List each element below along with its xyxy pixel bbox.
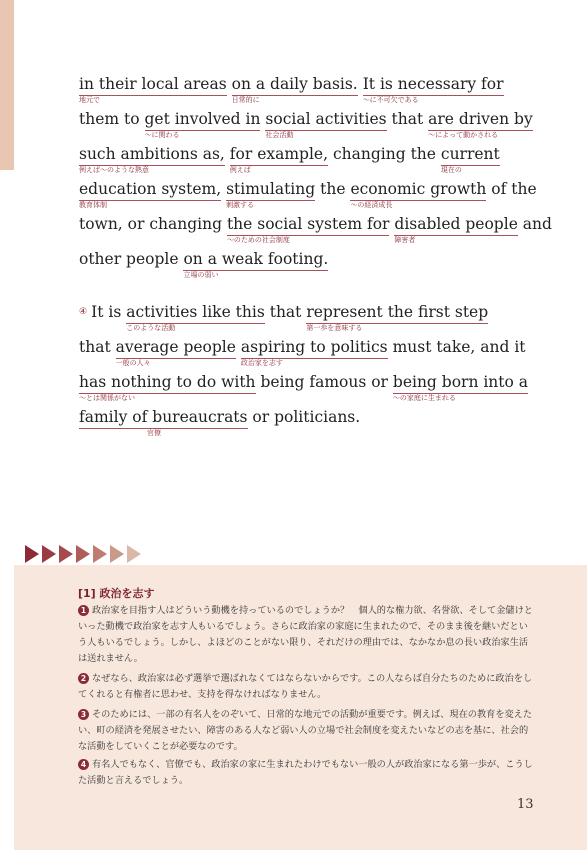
gloss: 日常的に: [231, 96, 260, 104]
text-line-6: other people on a weak footing. 立場の弱い: [79, 250, 329, 279]
gloss: 政治家を志す: [240, 359, 283, 367]
phrase-stimulating: stimulating 刺激する: [226, 180, 316, 209]
phrase-average-people: average people 一般の人々: [115, 338, 236, 367]
chevron-icon: [59, 545, 73, 563]
chevron-icon: [76, 545, 90, 563]
text-line-8: that average people 一般の人々 aspiring to politics 政治家を志す must take, and it: [79, 338, 526, 367]
phrase-driven-by: are driven by ～によって動かされる: [428, 110, 533, 139]
phrase-current: current 現在の: [440, 145, 500, 174]
gloss: 第一歩を意味する: [306, 324, 363, 332]
gloss: ～に関わる: [144, 131, 180, 139]
paragraph-number: ④: [79, 307, 88, 317]
text-line-7: ④ It is activities like this このような活動 that represent the first step 第一歩を意味する: [79, 303, 489, 332]
chevron-icon: [127, 545, 141, 563]
gloss: 官僚: [147, 429, 161, 437]
gloss: 一般の人々: [115, 359, 151, 367]
gloss: 社会活動: [265, 131, 294, 139]
gloss: ～とは関係がない: [79, 394, 135, 402]
explanation-paragraph-1: 1 政治家を目指す人はどういう動機を持っているのでしょうか？ 個人的な権力欲、名誉欲、そして金儲けといった動機で政治家を志す人もいるでしょう。さらに政治家の家庭に生まれたので、そのまま後を継いだという人もいるでしょう。しかし、よほどのことがない限り、それだけの理由では、なかなか息の長い政治家生活は送れません。: [78, 605, 533, 664]
chevron-icon: [110, 545, 124, 563]
gloss: 障害者: [394, 236, 416, 244]
phrase-activities-like-this: activities like this このような活動: [126, 303, 265, 332]
gloss: 教育体制: [79, 201, 107, 209]
phrase-bureaucrats: family of bureaucrats 官僚: [79, 408, 248, 437]
chevron-decoration: [25, 545, 144, 567]
text-line-5: town, or changing the social system for ～のための社会制度 disabled people 障害者 and: [79, 215, 552, 244]
phrase-local-areas: in their local areas 地元で: [79, 75, 227, 104]
page-number: 13: [517, 797, 534, 812]
text-line-9: has nothing to do with ～とは関係がない being famous or being born into a ～の家庭に生まれる: [79, 373, 529, 402]
phrase-economic-growth: economic growth ～の経済成長: [350, 180, 487, 209]
gloss: ～のための社会制度: [226, 236, 290, 244]
phrase-aspiring-politics: aspiring to politics 政治家を志す: [240, 338, 388, 367]
number-badge: 3: [78, 709, 89, 720]
phrase-disabled-people: disabled people 障害者: [394, 215, 518, 244]
gloss: ～によって動かされる: [428, 131, 499, 139]
explanation-paragraph-4: 4 有名人でもなく、官僚でも、政治家の家に生まれたわけでもない一般の人が政治家になる第一歩が、こうした活動と言えるでしょう。: [78, 759, 533, 786]
gloss: 現在の: [440, 166, 462, 174]
phrase-nothing-to-do: has nothing to do with ～とは関係がない: [79, 373, 256, 402]
number-badge: 2: [78, 673, 89, 684]
chevron-icon: [93, 545, 107, 563]
text-line-1: [79, 74, 504, 104]
phrase-born-into: being born into a ～の家庭に生まれる: [392, 373, 529, 402]
gloss: 地元で: [79, 96, 100, 104]
text-line-10: family of bureaucrats 官僚 or politicians.: [79, 408, 361, 437]
phrase-social-activities: social activities 社会活動: [265, 110, 387, 139]
gloss: 刺激する: [226, 201, 255, 209]
phrase-education-system: education system, 教育体制: [79, 180, 222, 209]
explanation-paragraph-2: 2 なぜなら、政治家は必ず選挙で選ばれなくてはならないからです。この人ならば自分たちのために政治をしてくれると有権者に思わせ、支持を得なければなりません。: [78, 673, 533, 700]
phrase-for-example: for example, 例えば: [229, 145, 329, 174]
phrase-weak-footing: on a weak footing. 立場の弱い: [183, 250, 329, 279]
phrase-social-system: the social system for ～のための社会制度: [226, 215, 390, 244]
text-line-2: them to get involved in ～に関わる social activities 社会活動 that are driven by ～によって動かされる: [79, 110, 533, 139]
phrase-get-involved: get involved in ～に関わる: [144, 110, 261, 139]
gloss: ～の経済成長: [350, 201, 393, 209]
text-line-4: education system, 教育体制 stimulating 刺激する the economic growth ～の経済成長 of the: [79, 180, 537, 209]
number-badge: 4: [78, 759, 89, 770]
gloss: ～の家庭に生まれる: [392, 394, 456, 402]
gloss: 例えば: [229, 166, 251, 174]
text-line-3: such ambitions as, 例えば～のような熱意 for example, 例えば changing the current 現在の: [79, 145, 500, 174]
gloss: ～に不可欠である: [362, 96, 419, 104]
chevron-icon: [25, 545, 39, 563]
gloss: 例えば～のような熱意: [79, 166, 149, 174]
phrase-necessary-for: It is necessary for ～に不可欠である: [362, 75, 504, 104]
gloss: このような活動: [126, 324, 176, 332]
chevron-icon: [42, 545, 56, 563]
box-title: [1] 政治を志す: [78, 587, 155, 600]
explanation-paragraph-3: 3 そのためには、一部の有名人をのぞいて、日常的な地元での活動が重要です。例えば、現在の教育を変えたい、町の経済を発展させたい、障害のある人など弱い人の立場で社会制度を変えたいなどの志を基に、社会的な活動をしていくことが必要なのです。: [78, 709, 533, 752]
phrase-daily-basis: on a daily basis. 日常的に: [231, 75, 358, 104]
number-badge: 1: [78, 605, 89, 616]
gloss: 立場の弱い: [183, 271, 219, 279]
phrase-such-ambitions: such ambitions as, 例えば～のような熱意: [79, 145, 225, 174]
side-tab-decoration: [0, 0, 14, 170]
phrase-first-step: represent the first step 第一歩を意味する: [306, 303, 489, 332]
